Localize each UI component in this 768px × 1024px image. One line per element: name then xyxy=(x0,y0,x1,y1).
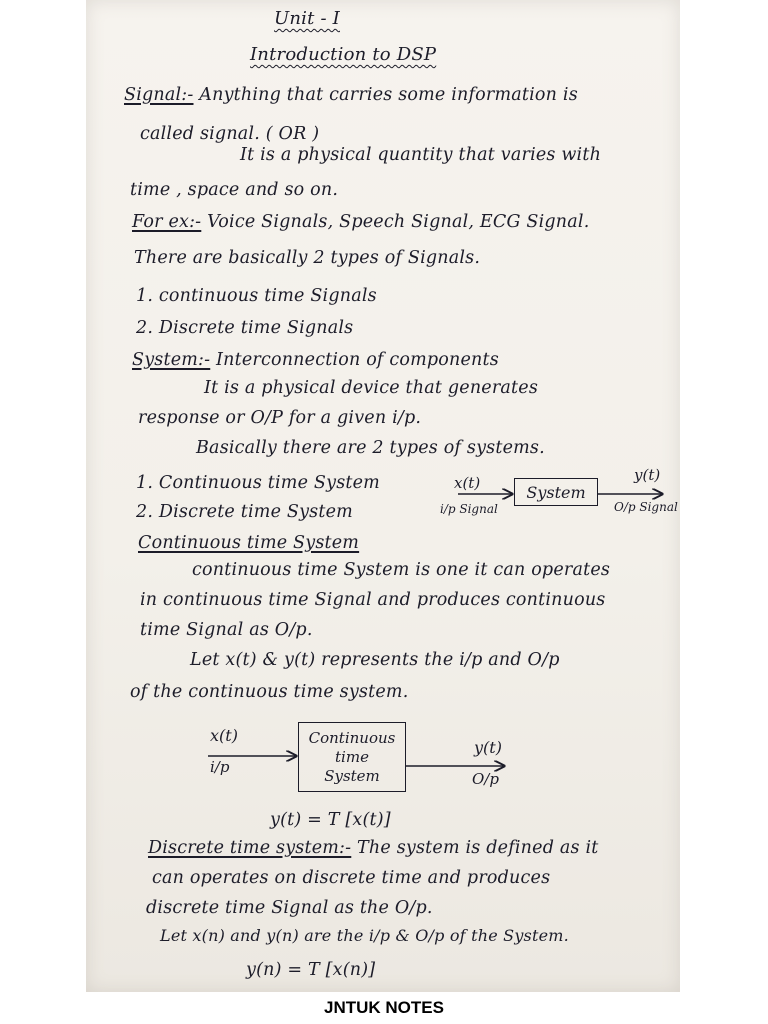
system-type-item-2: 2. Discrete time System xyxy=(136,502,353,522)
small-diagram-input-caption: i/p Signal xyxy=(440,502,498,516)
small-diagram-input-label: x(t) xyxy=(454,474,481,492)
system-definition-line-2: It is a physical device that generates xyxy=(204,378,539,398)
system-types-intro: Basically there are 2 types of systems. xyxy=(196,438,545,458)
ct-system-line-2: in continuous time Signal and produces continuous xyxy=(140,590,606,610)
small-system-box-label: System xyxy=(526,482,586,502)
ct-system-line-4: Let x(t) & y(t) represents the i/p and O/p xyxy=(190,650,560,670)
box-line-2: time xyxy=(335,747,369,766)
system-definition-line-3: response or O/P for a given i/p. xyxy=(138,408,422,428)
ct-equation: y(t) = T [x(t)] xyxy=(270,810,391,830)
diagram-arrows xyxy=(86,0,680,992)
signal-definition-text: Anything that carries some information is xyxy=(199,85,578,105)
signal-type-item-2: 2. Discrete time Signals xyxy=(136,318,354,338)
dt-system-line-4: Let x(n) and y(n) are the i/p & O/p of the System. xyxy=(160,926,569,945)
dt-system-line-3: discrete time Signal as the O/p. xyxy=(146,898,433,918)
ct-system-line-1: continuous time System is one it can operates xyxy=(192,560,611,580)
system-definition-text: Interconnection of components xyxy=(216,350,499,370)
signal-types-intro: There are basically 2 types of Signals. xyxy=(134,248,481,268)
signal-type-item-1: 1. continuous time Signals xyxy=(136,286,377,306)
box-line-1: Continuous xyxy=(308,728,396,747)
small-diagram-output-label: y(t) xyxy=(634,466,661,484)
big-diagram-output-label: y(t) xyxy=(474,738,502,757)
signal-definition-line-3: It is a physical quantity that varies with xyxy=(240,145,602,165)
signal-definition-line-2: called signal. ( OR ) xyxy=(140,124,320,144)
dt-system-text: The system is defined as it xyxy=(357,838,599,858)
signal-definition-line-4: time , space and so on. xyxy=(130,180,339,200)
ct-system-line-3: time Signal as O/p. xyxy=(140,620,313,640)
dt-system-heading: Discrete time system:- xyxy=(148,838,352,858)
dt-system-line-2: can operates on discrete time and produces xyxy=(152,868,551,888)
notebook-page xyxy=(86,0,680,992)
examples-term: For ex:- xyxy=(132,212,202,232)
big-diagram-output-caption: O/p xyxy=(472,770,499,788)
system-type-item-1: 1. Continuous time System xyxy=(136,473,380,493)
ct-system-heading: Continuous time System xyxy=(138,533,360,553)
examples-text: Voice Signals, Speech Signal, ECG Signal. xyxy=(207,212,590,232)
ct-system-line-5: of the continuous time system. xyxy=(130,682,409,702)
system-term: System:- xyxy=(132,350,211,370)
big-diagram-input-caption: i/p xyxy=(210,758,230,776)
big-diagram-input-label: x(t) xyxy=(210,726,238,745)
unit-title: Unit - I xyxy=(274,8,340,29)
footer-watermark: JNTUK NOTES xyxy=(324,998,444,1017)
small-diagram-output-caption: O/p Signal xyxy=(614,500,678,514)
box-line-3: System xyxy=(324,766,380,785)
chapter-title: Introduction to DSP xyxy=(250,44,437,65)
signal-term: Signal:- xyxy=(124,85,194,105)
dt-equation: y(n) = T [x(n)] xyxy=(246,960,376,980)
